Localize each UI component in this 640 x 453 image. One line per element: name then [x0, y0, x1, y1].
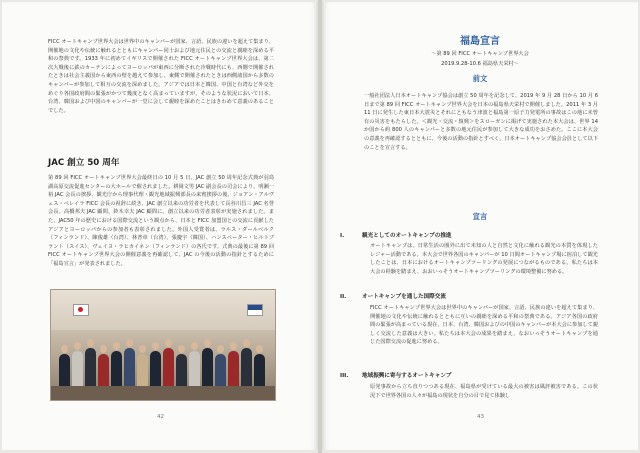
- declaration-heading: 宣言: [472, 212, 488, 221]
- item-number: I.: [340, 233, 345, 239]
- jac-50th-paragraph: 第 89 回 FICC オートキャンプ世界大会最終日の 10 月 5 日、JAC 創立 50 周年記念式典が羽鳥湖高原交流促進センターの大ホールで催されました。耕岡文男 JAC 副会長の司会により、明瀬一裕 JAC 会長の挨拶、観光庁から理事代理・観光地域振興部長の来賓挨拶の後、ジョアン・アルヴェス・ペレイラ FICC 会長の祝辞に続き、JAC 創立以来の功労者を代表して長谷川昌三 JAC 名誉会長、高橋邦夫 JAC 顧問、鈴木幸夫 JAC 顧問に、創立以来の功労者表彰が実施されました。また、JAC50 年の歴史における国際交流という観点から、日本と FICC 加盟国との交流に貢献したアジアとヨーロッパからの参加者も表彰されました。外国人受賞者は、ラルス・ダールベルク（フィンランド）、陳俊雄（台湾）、林普章（台湾）、張慶宇（韓国）、ハンスペーター・ヒルトブラント（スイス）、ヴェイヨ・ラヒカイネン（フィンランド）の各氏です。式典の最後に第 89 回 FICC オートキャンプ世界大会の開催意義を再確認して、JAC の今後の活動の指針とするために「福島宣言」が発表されました。: [48, 175, 274, 267]
- declaration-item-2-text: FICC オートキャンプ世界大会は世界中のキャンパーが国家、言語、民族の違いを超えて集まり、開催地の文化や伝統に触れるとともに互いの親睦を深める平和の祭典である。アジア各国の政府間の緊張が高まっている現在、日本、台湾、韓国およびの中国のキャンパーが本大会に参加して親しく交流した意義は大きい。私たちは本大会の成果を踏まえ、なおいっそうオートキャンプを通じた国際交流の促進に努める。: [370, 305, 598, 346]
- photo-person: [163, 348, 174, 388]
- preamble-heading: 前文: [472, 74, 488, 83]
- photo-person: [189, 351, 200, 388]
- item-heading-text: 地域振興に寄与するオートキャンプ: [362, 373, 452, 379]
- declaration-item-1-heading: [340, 231, 452, 239]
- item-heading-text: オートキャンプを通した国際交流: [362, 294, 446, 300]
- photo-floor: [51, 386, 275, 400]
- photo-person: [254, 354, 265, 388]
- photo-person: [137, 354, 148, 388]
- photo-person: [150, 351, 161, 388]
- item-number: II.: [340, 294, 347, 300]
- page-number-left: 42: [157, 414, 164, 420]
- declaration-subtitle-1: 〜第 89 回 FICC オートキャンプ世界大会: [431, 51, 529, 57]
- declaration-item-3-text: 原発事故から立ち直りつつある現在、福島県が受けている最大の被害は風評被害である。この状況下で世界各国の人々が福島の現状を自分の目で見て体験し: [370, 384, 598, 399]
- japan-flag-icon: [73, 304, 89, 316]
- declaration-subtitle-2: 2019.9.28-10.6 福島県天栄村〜: [441, 61, 519, 67]
- left-page: [2, 2, 318, 450]
- jac-50th-heading: JAC 創立 50 周年: [48, 158, 120, 168]
- flag-icon: [247, 304, 263, 316]
- preamble-paragraph: 一般社団法人日本オートキャンプ協会は創立 50 周年を記念して、2019 年 9 月 28 日から 10 月 6 日まで第 89 回 FICC オートキャンプ世界大会を日本の福島県天栄村で開催しました。2011 年 3 月 11 日に発生した東日本大震災とそれにともなう津波と福島第一原子力発電所の事故はこの地に未曾有の災害をもたらした。＜観光・交流・復興＞をスローガンに掲げて実施された本大会は、世界 14 か国から約 800 人のキャンパーと多数の地元住民が参加して大きな成功をおさめた。ここに本大会の意義を再確認するとともに、今後の活動の指針とすべく、日本オートキャンプ協会会員として以下のことを宣言する。: [364, 93, 598, 151]
- photo-person: [72, 351, 83, 388]
- declaration-title: 福島宣言: [460, 36, 500, 47]
- declaration-item-1-text: オートキャンプは、日常生活の圏外に出て未知の人と自然と文化に触れる観光の本質を体現したレジャー活動である。本大会で世界各国のキャンパーが 10 日間オートキャンプ場に宿泊して観光したことは、日本におけるオートキャンプツーリングの発展につながるものである。私たちは本大会の経験を踏まえ、おおいっそうオートキャンプツーリングの環境整備に努める。: [370, 243, 598, 275]
- ceremony-group-photo: [50, 289, 276, 401]
- item-number: III.: [340, 373, 349, 379]
- photo-person: [228, 351, 239, 388]
- photo-person: [176, 354, 187, 388]
- photo-person: [59, 354, 70, 388]
- photo-person: [124, 348, 135, 388]
- page-number-right: 43: [477, 414, 484, 420]
- photo-person: [215, 354, 226, 388]
- photo-person: [98, 354, 109, 388]
- right-page: [322, 2, 638, 450]
- left-intro-paragraph: FICC オートキャンプ世界大会は世界中のキャンパーが国家、言語、民族の違いを超えて集まり、開催地の文化や伝統に触れるとともにキャンパー同士および地元住民との交流と親睦を深める平和の祭典です。1933 年に初めてイギリスで開催された FICC オートキャンプ世界大会は、第二次大戦後に鉄のカーテンによってヨーロッパが東西に分断された冷戦時代にも、西側で開催されたときは社会主義国から東西の壁を越えて参加し、東側で開催されたときは西側諸国から多数のキャンパーが参加して相互の交流を深めました。アジアでは日本と韓国、中国と台湾など外交をめぐり各国政府間の緊張がかつて幾度となく高まっていますが、そのような状況において日本、台湾、韓国および中国のキャンパーが一堂に会して親睦を深めたことはきわめて意義のあることでした。: [48, 39, 274, 114]
- photo-person: [202, 348, 213, 388]
- declaration-item-3-heading: [340, 371, 452, 379]
- photo-person: [85, 348, 96, 388]
- item-heading-text: 観光としてのオートキャンプの推進: [362, 233, 452, 239]
- photo-person: [111, 351, 122, 388]
- declaration-item-2-heading: [340, 292, 446, 300]
- photo-person: [241, 348, 252, 388]
